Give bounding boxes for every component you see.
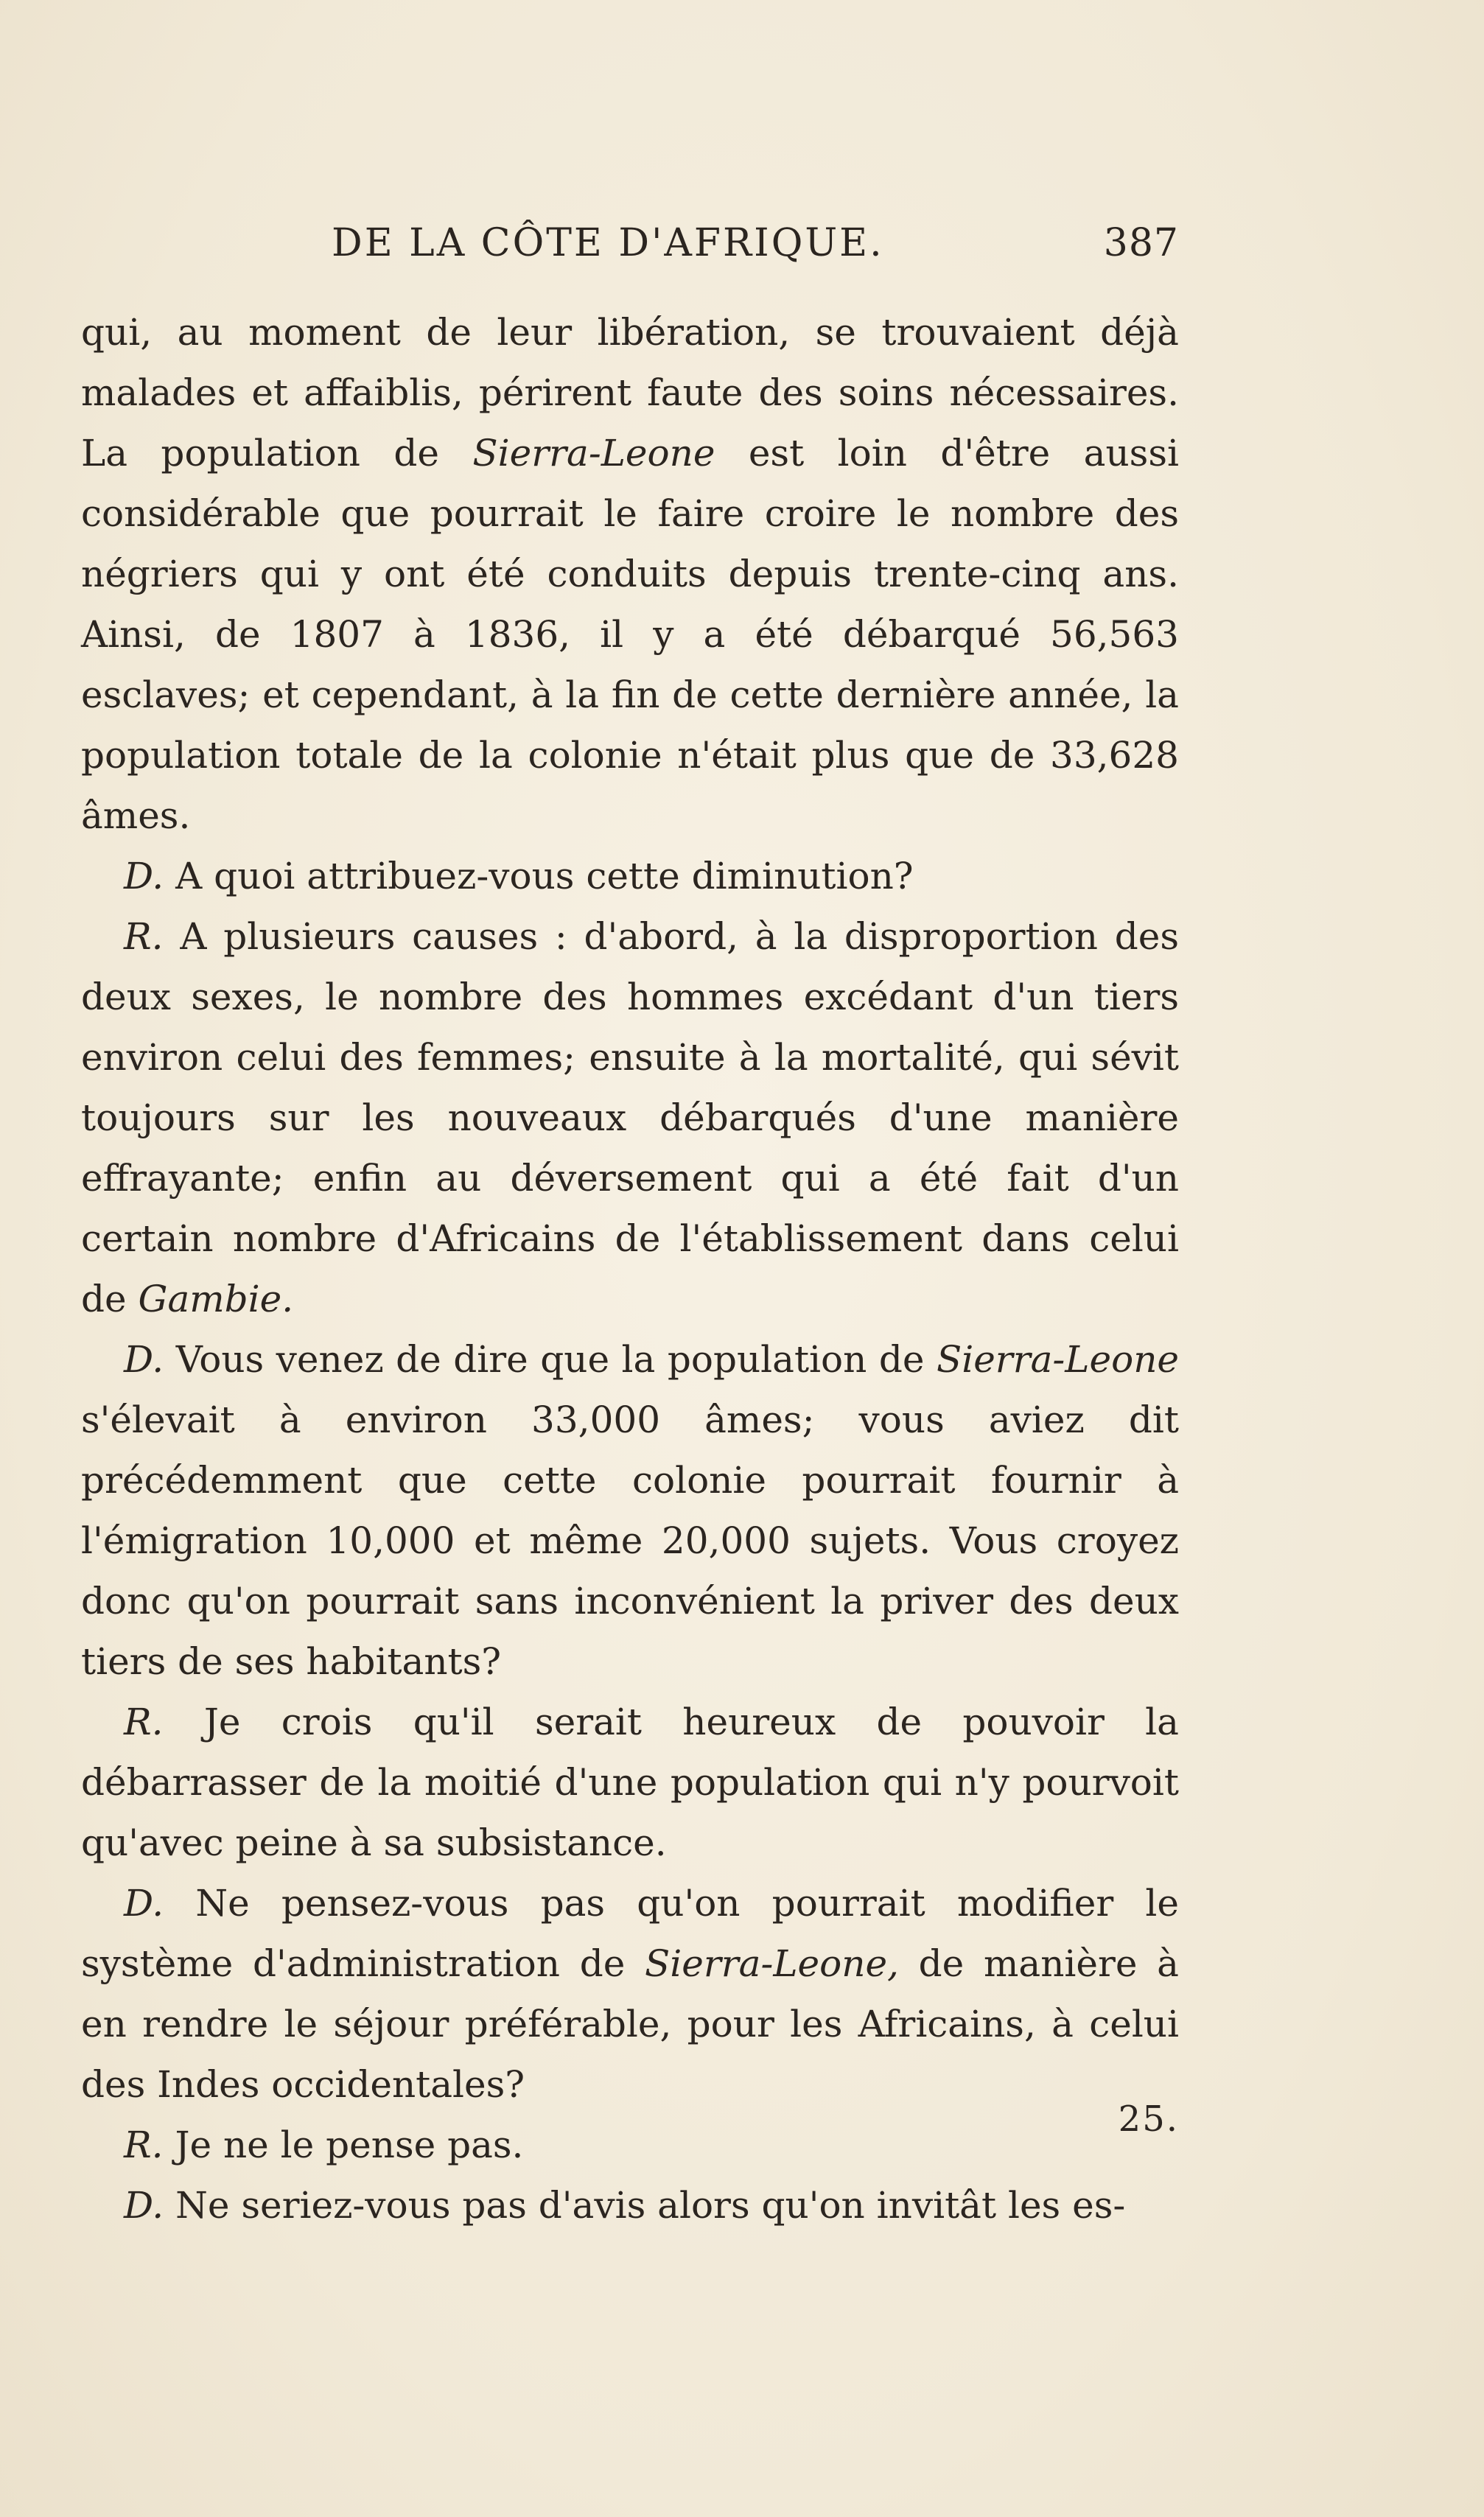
speaker-label: D. — [124, 2184, 164, 2227]
text-segment: est loin d'être aussi considérable que pourrait le faire croire le nombre des négriers qui y ont été conduits depuis trente-cinq ans. Ainsi, de 1807 à 1836, il y a été débarqué 56,563 esclaves; et cependant, à la fin de cette dernière année, la population totale de la colonie n'était plus que de 33,628 âmes. — [81, 432, 1179, 837]
speaker-label: R. — [124, 915, 164, 958]
text-segment: A quoi attribuez-vous cette diminution? — [175, 855, 914, 897]
speaker-label: R. — [124, 1701, 164, 1743]
italic-text: Gambie. — [138, 1278, 294, 1320]
signature-mark: 25. — [1118, 2098, 1179, 2140]
dialogue-paragraph — [81, 846, 1179, 906]
italic-text: Sierra-Leone — [936, 1338, 1179, 1381]
text-segment: Ne seriez-vous pas d'avis alors qu'on invitât les es- — [175, 2184, 1126, 2227]
dialogue-paragraph — [81, 2175, 1179, 2236]
dialogue-paragraph — [81, 1873, 1179, 2115]
speaker-label: R. — [124, 2124, 164, 2166]
text-segment: Je crois qu'il serait heureux de pouvoir la débarrasser de la moitié d'une population qui n'y pourvoit qu'avec peine à sa subsistance. — [81, 1701, 1179, 1864]
dialogue-paragraph — [81, 2115, 1179, 2175]
text-segment: Vous venez de dire que la population de — [175, 1338, 937, 1381]
text-segment: A plusieurs causes : d'abord, à la disproportion des deux sexes, le nombre des hommes excédant d'un tiers environ celui des femmes; ensuite à la mortalité, qui sévit toujours sur les nouveaux débarqués d'une manière effrayante; enfin au déversement qui a été fait d'un certain nombre d'Africains de l'établissement dans celui de — [81, 915, 1179, 1320]
dialogue-paragraph — [81, 906, 1179, 1329]
speaker-label: D. — [124, 1882, 164, 1925]
text-paragraph — [81, 302, 1179, 846]
dialogue-paragraph — [81, 1692, 1179, 1873]
italic-text: Sierra-Leone — [472, 432, 715, 475]
running-title: DE LA CÔTE D'AFRIQUE. — [332, 221, 884, 265]
text-segment: s'élevait à environ 33,000 âmes; vous aviez dit précédemment que cette colonie pourrait fournir à l'émigration 10,000 et même 20,000 sujets. Vous croyez donc qu'on pourrait sans inconvénient la priver des deux tiers de ses habitants? — [81, 1398, 1179, 1683]
text-segment: Je ne le pense pas. — [175, 2124, 524, 2166]
text-segment: qui, au moment de leur libération, se trouvaient déjà malades et affaiblis, périrent faute des soins nécessaires. La population de — [81, 311, 1179, 475]
page-header — [81, 221, 1179, 273]
page-number: 387 — [1103, 221, 1179, 265]
speaker-label: D. — [124, 1338, 164, 1381]
italic-text: Sierra-Leone, — [645, 1942, 899, 1985]
text-segment: de manière à en rendre le séjour préférable, pour les Africains, à celui des Indes occidentales? — [81, 1942, 1179, 2106]
text-segment: Ne pensez-vous pas qu'on pourrait modifier le système d'administration de — [81, 1882, 1179, 1985]
dialogue-paragraph — [81, 1329, 1179, 1692]
speaker-label: D. — [124, 855, 164, 897]
body-text — [81, 302, 1179, 2236]
